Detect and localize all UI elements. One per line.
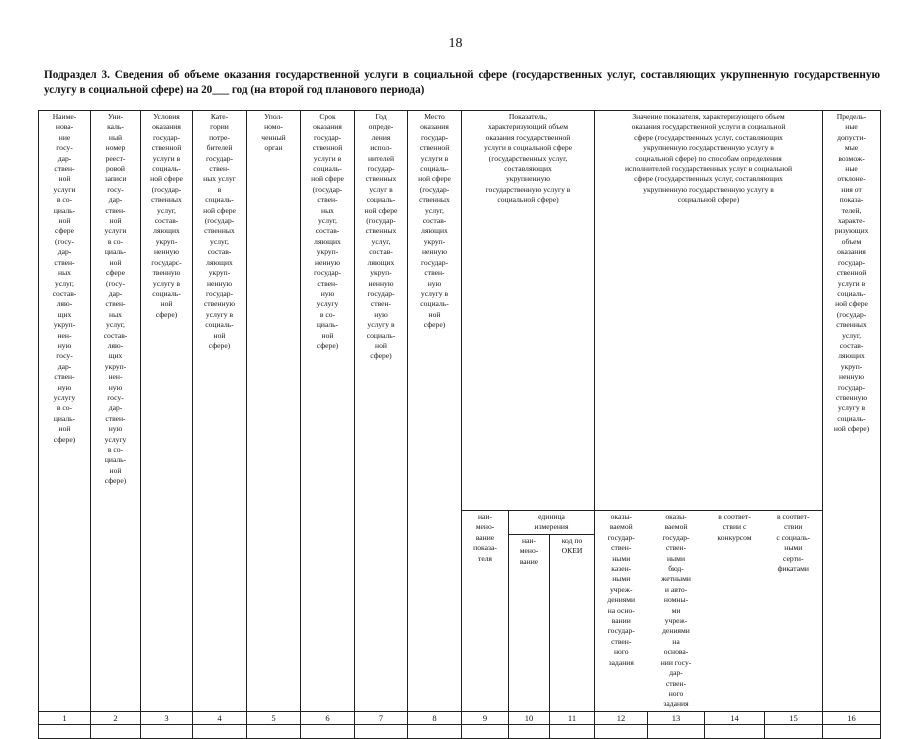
col-conditions-header: Условия оказания государ- ственной услуги в социаль- ной сфере (государ- ственных услуг, состав- ляющих укруп- ненную государс- твенную услугу в социаль- ной сфере) <box>141 111 193 712</box>
page-number: 18 <box>448 36 463 51</box>
col-treasury-institutions-header: оказы- ваемой государ- ствен- ными казен- ными учреж- дениями на осно- вании государ- ствен- ного задания <box>595 511 648 712</box>
col-authorized-body-header: Упол- номо- ченный орган <box>247 111 301 712</box>
col-year-header: Год опреде- ления испол- нителей государ- ственных услуг в социаль- ной сфере (государ- ственных услуг, состав- ляющих укруп- ненную государ- ствен- ную услугу в социаль- ной сфере) <box>355 111 408 712</box>
column-number: 6 <box>301 711 355 724</box>
col-competition-header: в соответ- ствии с конкурсом <box>705 511 765 712</box>
empty-data-row <box>39 724 881 738</box>
column-number: 14 <box>705 711 765 724</box>
column-number: 7 <box>355 711 408 724</box>
col-consumer-categories-header: Кате- гории потре- бителей государ- ствен- ных услуг в социаль- ной сфере (государ- ственных услуг, состав- ляющих укруп- ненную государ- ственную услугу в социаль- ной сфере) <box>193 111 247 712</box>
col-place-header: Место оказания государ- ственной услуги в социаль- ной сфере (государ- ственных услуг, состав- ляющих укруп- ненную государ- ствен- ную услугу в социаль- ной сфере) <box>408 111 462 712</box>
col-deviation-header: Предель- ные допусти- мые возмож- ные отклоне- ния от показа- телей, характе- ризующих объем оказания государ- ственной услуги в социаль- ной сфере (государ- ственных услуг, состав- ляющих укруп- ненную государ- ственную услугу в социаль- ной сфере) <box>823 111 881 712</box>
column-number: 1 <box>39 711 91 724</box>
column-number: 12 <box>595 711 648 724</box>
col-service-name-header: Наиме- нова- ние госу- дар- ствен- ной услуги в со- циаль- ной сфере (госу- дар- ствен- ных услуг, состав- ляю- щих укруп- нен- ную госу- дар- ствен- ную услугу в со- циаль- ной сфере) <box>39 111 91 712</box>
group-value-header: Значение показателя, характеризующего объем оказания государственной услуги в социальной сфере (государственных услуг, составляющих укрупненную государственную услугу в социальной сфере) по способам определения исполнителей государственных услуг в социальной сфере (государственных услуг, составляющих укрупненную государственную услугу в социальной сфере) <box>595 111 823 511</box>
column-numbers-row <box>39 711 881 724</box>
column-number: 9 <box>462 711 509 724</box>
col-registry-number-header: Уни- каль- ный номер реест- ровой записи госу- дар- ствен- ной услуги в со- циаль- ной сфере (госу- дар- ствен- ных услуг, состав- ляю- щих укруп- нен- ную госу- дар- ствен- ную услугу в со- циаль- ной сфере) <box>91 111 141 712</box>
column-number: 5 <box>247 711 301 724</box>
col-budget-institutions-header: оказы- ваемой государ- ствен- ными бюд- жетными и авто- номны- ми учреж- дениями на основа- нии госу- дар- ствен- ного задания <box>648 511 705 712</box>
column-number: 3 <box>141 711 193 724</box>
column-number: 2 <box>91 711 141 724</box>
column-number: 16 <box>823 711 881 724</box>
volume-table <box>38 110 881 739</box>
column-number: 10 <box>509 711 550 724</box>
col-okei-code-header: код по ОКЕИ <box>550 535 595 712</box>
column-number: 15 <box>765 711 823 724</box>
group-unit-header: единица измерения <box>509 511 595 535</box>
col-service-term-header: Срок оказания государ- ственной услуги в социаль- ной сфере (государ- ствен- ных услуг, состав- ляющих укруп- ненную государ- ствен- ную услугу в со- циаль- ной сфере) <box>301 111 355 712</box>
column-number: 4 <box>193 711 247 724</box>
col-unit-name-header: наи- мено- вание <box>509 535 550 712</box>
section-heading: Подраздел 3. Сведения об объеме оказания государственной услуги в социальной сфере (государственных услуг, составляющих укрупненную государственную услугу в социальной сфере) на 20___ год (на второй год планового периода) <box>44 69 880 96</box>
group-indicator-header: Показатель, характеризующий объем оказания государственной услуги в социальной сфере (государственных услуг, составляющих укрупненную государственную услугу в социальной сфере) <box>462 111 595 511</box>
column-number: 13 <box>648 711 705 724</box>
col-indicator-name-header: наи- мено- вание показа- теля <box>462 511 509 712</box>
column-number: 8 <box>408 711 462 724</box>
column-number: 11 <box>550 711 595 724</box>
col-certificates-header: в соответ- ствии с социаль- ными серти- фикатами <box>765 511 823 712</box>
